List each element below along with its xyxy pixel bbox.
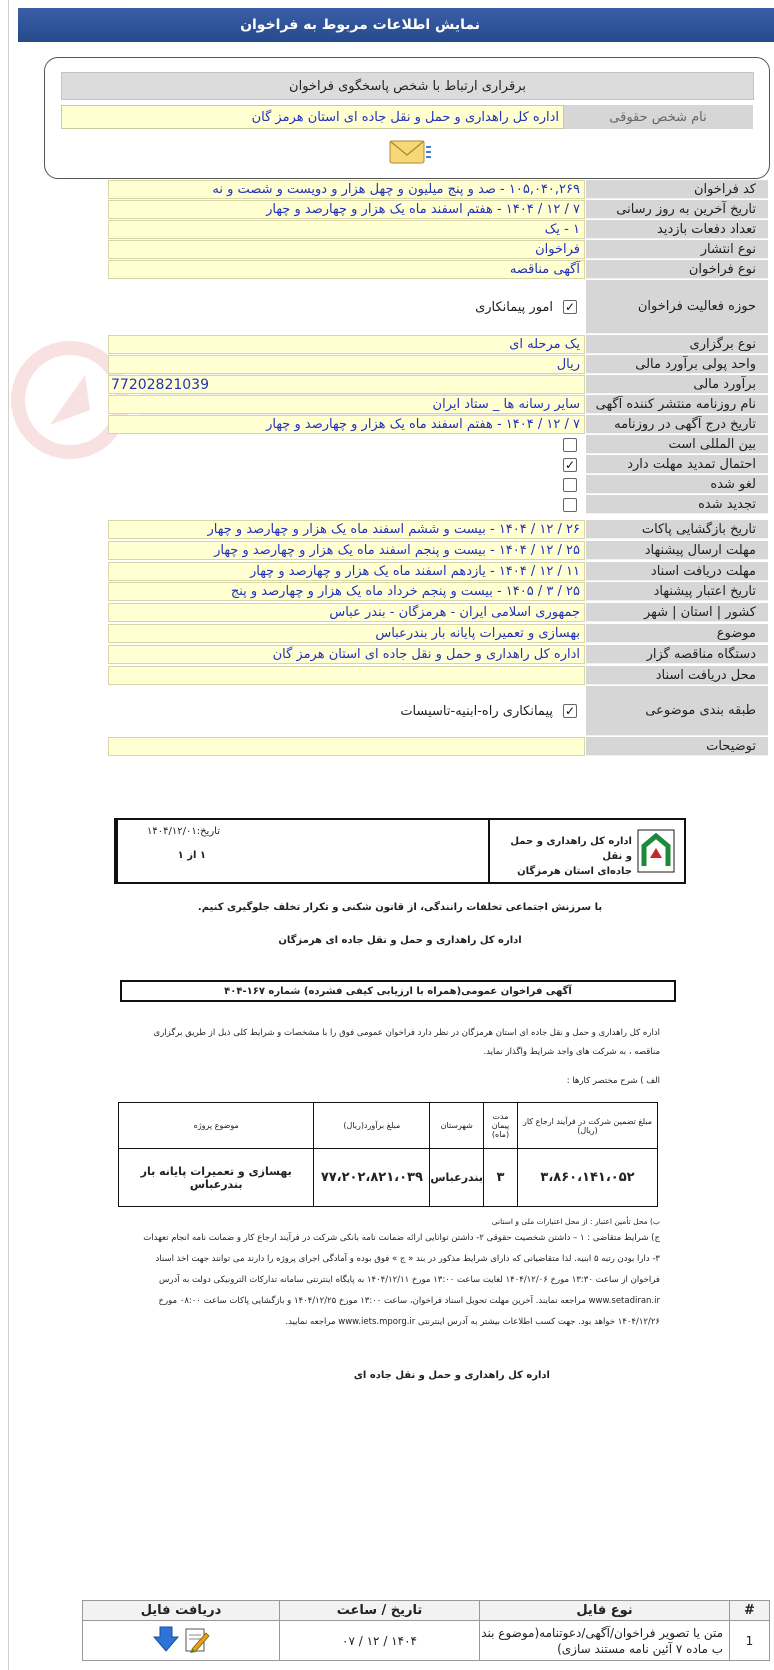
subject-value: بهسازی و تعمیرات پایانه بار بندرعباس <box>108 624 585 643</box>
document-date: تاریخ:۱۴۰۴/۱۲/۰۱ <box>147 826 220 837</box>
legal-person-label: نام شخص حقوقی <box>563 105 753 129</box>
category-option: پیمانکاری راه-ابنیه-تاسیسات <box>400 703 553 719</box>
file-download-icons <box>152 1625 210 1653</box>
renewed-label: تجدید شده <box>586 495 768 514</box>
submit-deadline-value: ۲۵ / ۱۲ / ۱۴۰۴ - بیست و پنجم اسفند ماه یک هزار و چهارصد و چهار <box>108 541 585 560</box>
estimate-label: برآورد مالی <box>586 375 768 394</box>
document-table-cell: بندرعباس <box>430 1149 484 1207</box>
download-arrow-icon[interactable] <box>154 1627 178 1651</box>
location-label: کشور | استان | شهر <box>586 603 768 622</box>
organizer-label: دستگاه مناقصه گزار <box>586 645 768 664</box>
newspaper-label: نام روزنامه منتشر کننده آگهی <box>586 395 768 414</box>
document-signature: اداره کل راهداری و حمل و نقل جاده ای <box>353 1370 550 1381</box>
description-value <box>108 737 585 756</box>
envelope-open-value: ۲۶ / ۱۲ / ۱۴۰۴ - بیست و ششم اسفند ماه یک هزار و چهارصد و چهار <box>108 520 585 539</box>
contact-header: برقراری ارتباط با شخص پاسخگوی فراخوان <box>61 72 754 100</box>
cancelled-checkbox[interactable] <box>563 478 577 492</box>
activity-scope-row <box>108 280 585 334</box>
currency-label: واحد پولی برآورد مالی <box>586 355 768 374</box>
document-org-title: اداره کل راهداری و حمل و نقل جاده ای هرمزگان <box>278 935 522 946</box>
document-header <box>114 818 686 884</box>
files-header-type: نوع فایل <box>480 1601 730 1621</box>
file-type: متن یا تصویر فراخوان/آگهی/دعوتنامه(موضوع بند ب ماده ۷ آئین نامه مستند سازی) <box>480 1621 730 1661</box>
international-label: بین المللی است <box>586 435 768 454</box>
category-row <box>108 686 585 736</box>
publish-type-label: نوع انتشار <box>586 240 768 259</box>
document-table-header: مبلغ برآورد(ریال) <box>314 1103 430 1149</box>
extension-checkbox[interactable]: ✓ <box>564 457 576 472</box>
doc-place-label: محل دریافت اسناد <box>586 666 768 685</box>
document-page-number: ۱ از ۱ <box>177 850 206 861</box>
document-funding-note: ب) محل تأمین اعتبار : از محل اعتبارات ملی و استانی <box>491 1217 660 1226</box>
envelope-icon[interactable] <box>388 135 432 169</box>
renewed-row <box>108 495 585 514</box>
validity-value: ۲۵ / ۳ / ۱۴۰۵ - بیست و پنجم خرداد ماه یک هزار و چهارصد و پنج <box>108 582 585 601</box>
document-table-cell: بهسازی و تعمیرات پایانه بار بندرعباس <box>119 1149 314 1207</box>
estimate-value: 77202821039 <box>108 375 585 394</box>
tender-type-label: نوع فراخوان <box>586 260 768 279</box>
document-project-table <box>118 1102 658 1207</box>
tender-code-label: کد فراخوان <box>586 180 768 199</box>
activity-scope-label: حوزه فعالیت فراخوان <box>586 280 768 334</box>
activity-scope-checkbox[interactable]: ✓ <box>564 300 576 314</box>
last-update-value: ۷ / ۱۲ / ۱۴۰۴ - هفتم اسفند ماه یک هزار و چهارصد و چهار <box>108 200 585 219</box>
renewed-checkbox[interactable] <box>563 498 577 512</box>
tender-code-value: ۱۰۵,۰۴۰,۲۶۹ - صد و پنج میلیون و چهل هزار و دویست و شصت و نه <box>108 180 585 199</box>
location-value: جمهوری اسلامی ایران - هرمزگان - بندر عباس <box>108 603 585 622</box>
newspaper-date-value: ۷ / ۱۲ / ۱۴۰۴ - هفتم اسفند ماه یک هزار و چهارصد و چهار <box>108 415 585 434</box>
edit-document-icon[interactable] <box>186 1629 209 1653</box>
document-table-header: مدت پیمان (ماه) <box>484 1103 518 1149</box>
international-row <box>108 435 585 454</box>
files-header-download: دریافت فایل <box>83 1601 280 1621</box>
files-header-date: تاریخ / ساعت <box>280 1601 480 1621</box>
cancelled-row <box>108 475 585 494</box>
subject-label: موضوع <box>586 624 768 643</box>
file-date: ۱۴۰۴ / ۱۲ / ۰۷ <box>280 1621 480 1661</box>
page-title: نمایش اطلاعات مربوط به فراخوان <box>18 8 774 42</box>
document-table-cell: ۳ <box>484 1149 518 1207</box>
doc-place-value <box>108 666 585 685</box>
newspaper-date-label: تاریخ درج آگهی در روزنامه <box>586 415 768 434</box>
file-row <box>83 1621 770 1661</box>
document-notice-title: آگهی فراخوان عمومی(همراه با ارزیابی کیفی فشرده) شماره ۱۶۷-۴۰۴ <box>120 980 676 1002</box>
submit-deadline-label: مهلت ارسال پیشنهاد <box>586 541 768 560</box>
category-label: طبقه بندی موضوعی <box>586 686 768 736</box>
file-index: 1 <box>730 1621 770 1661</box>
document-section-a: الف ) شرح مختصر کارها : <box>566 1076 660 1086</box>
document-org-cell <box>488 820 684 882</box>
last-update-label: تاریخ آخرین به روز رسانی <box>586 200 768 219</box>
tender-type-value: آگهی مناقصه <box>108 260 585 279</box>
visit-count-value: ۱ - یک <box>108 220 585 239</box>
document-table-cell: ۳،۸۶۰،۱۴۱،۰۵۲ <box>518 1149 658 1207</box>
organizer-value: اداره کل راهداری و حمل و نقل جاده ای استان هرمز گان <box>108 645 585 664</box>
holding-type-label: نوع برگزاری <box>586 335 768 354</box>
holding-type-value: یک مرحله ای <box>108 335 585 354</box>
document-table-header: مبلغ تضمین شرکت در فرآیند ارجاع کار (ریال) <box>518 1103 658 1149</box>
document-intro: اداره کل راهداری و حمل و نقل جاده ای استان هرمزگان در نظر دارد فراخوان عمومی فوق را با مشخصات و شرایط کلی ذیل از طریق برگزاری مناقصه ، به شرکت های واجد شرایط واگذار نماید. <box>153 1028 660 1057</box>
document-table-header: موضوع پروژه <box>119 1103 314 1149</box>
doc-deadline-label: مهلت دریافت اسناد <box>586 562 768 581</box>
currency-value: ریال <box>108 355 585 374</box>
description-label: توضیحات <box>586 737 768 756</box>
document-org-line1: اداره کل راهداری و حمل و نقل <box>510 836 632 862</box>
category-checkbox[interactable]: ✓ <box>564 704 576 718</box>
contact-panel <box>44 57 770 179</box>
doc-deadline-value: ۱۱ / ۱۲ / ۱۴۰۴ - یازدهم اسفند ماه یک هزار و چهارصد و چهار <box>108 562 585 581</box>
newspaper-value: سایر رسانه ها _ ستاد ایران <box>108 395 585 414</box>
international-checkbox[interactable] <box>563 438 577 452</box>
cancelled-label: لغو شده <box>586 475 768 494</box>
files-table <box>82 1600 770 1661</box>
document-org-line2: جاده‌ای استان هرمزگان <box>517 866 632 877</box>
document-slogan: با سرزنش اجتماعی تخلفات رانندگی، از قانون شکنی و تکرار تخلف جلوگیری کنیم. <box>197 902 603 913</box>
visit-count-label: تعداد دفعات بازدید <box>586 220 768 239</box>
tender-document-image <box>100 800 700 1420</box>
document-conditions: ج) شرایط متقاضی : ۱ – داشتن شخصیت حقوقی ۲- داشتن توانایی ارائه ضمانت نامه بانکی شرکت در فرآیند ارجاع کار و ضمانت نامه انجام تعهدات ۳- دارا بودن رتبه ۵ ابنیه. لذا متقاضیانی که دارای شرایط مذکور در بند « ج » فوق بوده و آمادگی اجرای پروژه را دارند می توانند جهت اخذ اسناد فراخوان از ساعت ۱۳:۳۰ مورخ ۱۴۰۴/۱۲/۰۶ لغایت ساعت ۱۳:۰۰ مورخ ۱۴۰۴/۱۲/۱۱ به پایگاه اینترنتی سامانه تدارکات الترونیکی دولت به آدرس www.setadiran.ir مراجعه نمایند. آخرین مهلت تحویل اسناد فراخوان، ساعت ۱۳:۰۰ مورخ ۱۴۰۴/۱۲/۲۵ و بازگشایی پاکات ساعت ۰۸:۰۰ مورخ ۱۴۰۴/۱۲/۲۶ خواهد بود. جهت کسب اطلاعات بیشتر به آدرس اینترنتی www.iets.mporg.ir مراجعه نمایید. <box>143 1233 660 1327</box>
publish-type-value: فراخوان <box>108 240 585 259</box>
document-org-name <box>502 834 632 879</box>
extension-label: احتمال تمدید مهلت دارد <box>586 455 768 474</box>
document-table-cell: ۷۷،۲۰۲،۸۲۱،۰۳۹ <box>314 1149 430 1207</box>
file-download-cell <box>83 1621 280 1661</box>
envelope-open-label: تاریخ بازگشایی پاکات <box>586 520 768 539</box>
validity-label: تاریخ اعتبار پیشنهاد <box>586 582 768 601</box>
files-header-index: # <box>730 1601 770 1621</box>
document-table-header: شهرستان <box>430 1103 484 1149</box>
document-date-cell <box>116 820 226 882</box>
org-logo-icon <box>636 828 676 874</box>
legal-person-value: اداره کل راهداری و حمل و نقل جاده ای استان هرمز گان <box>61 105 564 129</box>
extension-row <box>108 455 585 474</box>
activity-scope-option: امور پیمانکاری <box>475 299 553 315</box>
